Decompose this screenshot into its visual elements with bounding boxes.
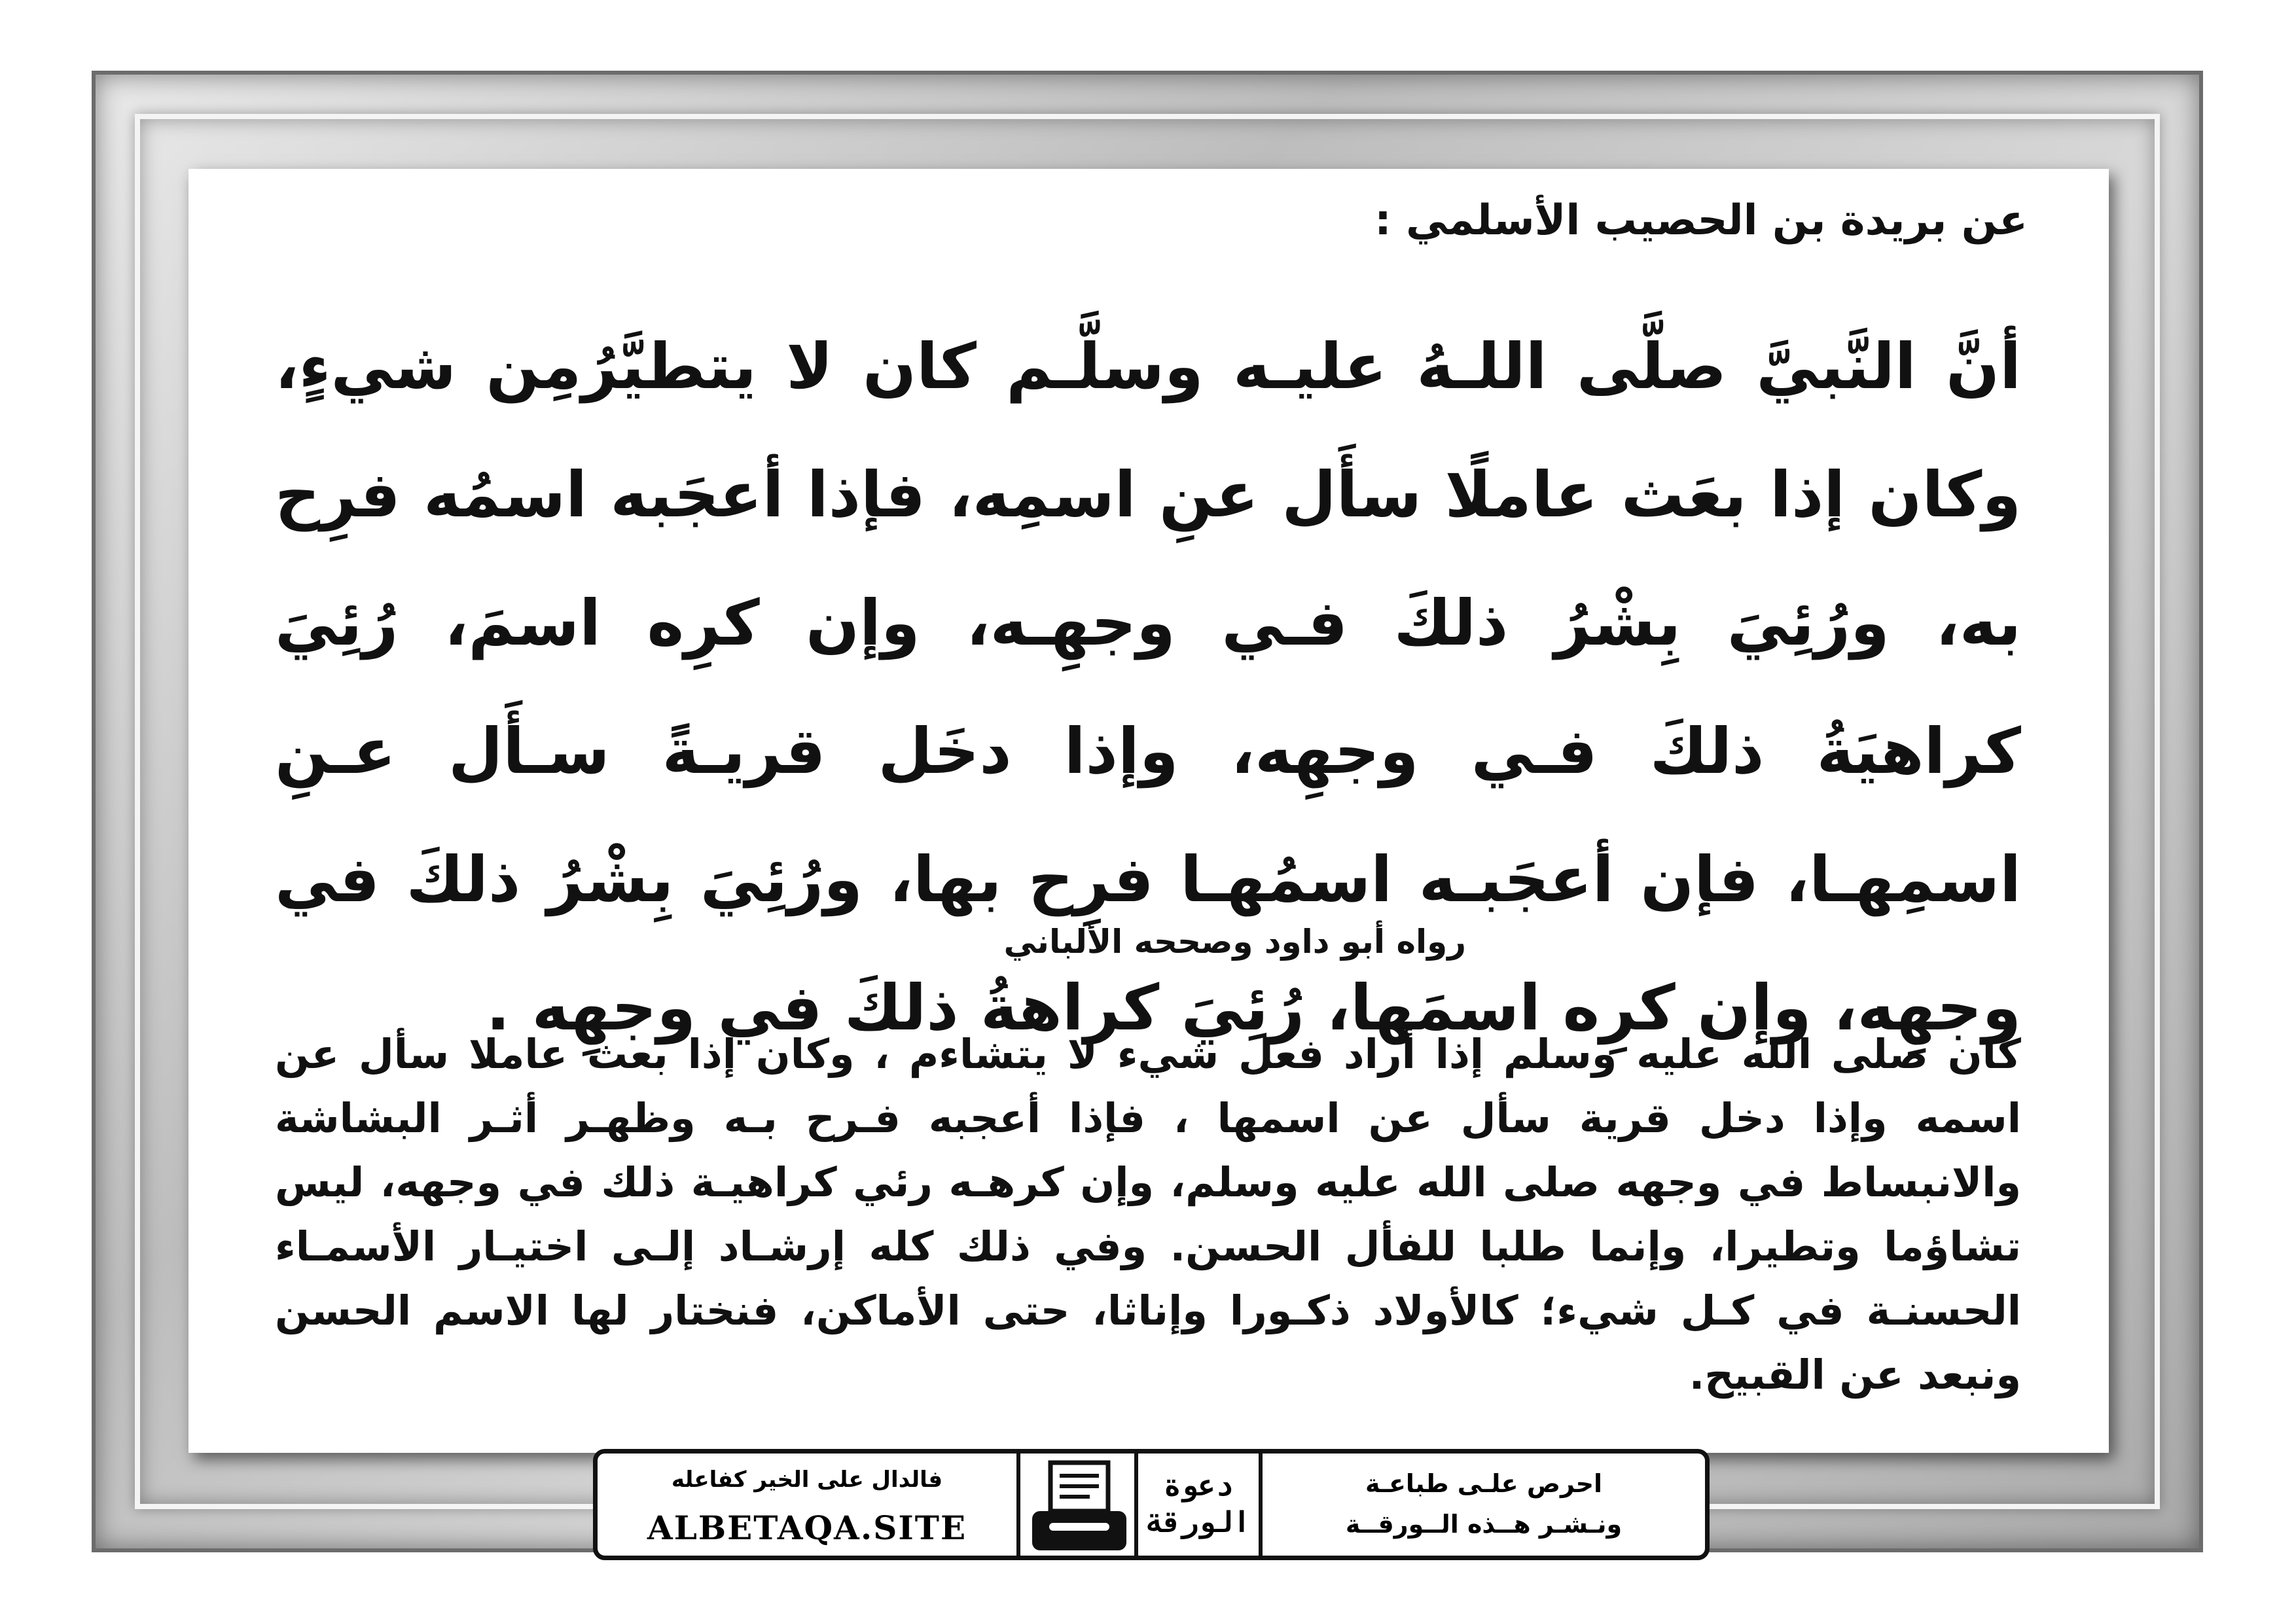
hadith-source: رواه أبو داود وصححه الألباني xyxy=(1003,923,1466,961)
hadith-text: أنَّ النَّبيَّ صلَّى اللـهُ عليـه وسلَّـم كان لا يتطيَّرُمِن شيءٍ، وكان إذا بعَث عاملًا سأَل عنِ اسمِه، فإذا أعجَبه اسمُه فرِح به، ورُئِيَ بِشْرُ ذلكَ فـي وجهِـه، وإن كرِه اسمَ، رُئِيَ كراهيَةُ ذلكَ فـي وجهِه، وإذا دخَل قريـةً سـأَل عـنِ اسمِهـا، فإن أعجَبـه اسمُهـا فرِح بها، ورُئِيَ بِشْرُ ذلكَ في وجهِه، وإن كرِه اسمَها، رُئِيَ كراهةُ ذلكَ في وجهِه . xyxy=(275,330,2021,1044)
printer-icon xyxy=(1024,1457,1134,1560)
commentary-text: كان صلى الله عليه وسلم إذا أراد فعل شيء لا يتشاءم ، وكان إذا بعث عاملا سأل عن اسمه وإذا دخل قرية سأل عن اسمها ، فإذا أعجبه فـرح بـه وظهـر أثـر البشاشة والانبساط في وجهه صلى الله عليه وسلم، وإن كرهـه رئي كراهيـة ذلك في وجهه، ليس تشاؤما وتطيرا، وإنما طلبا للفأل الحسن. وفي ذلك كله إرشـاد إلـى اختيـار الأسمـاء الحسنـة في كـل شيء؛ كالأولاد ذكـورا وإناثا، حتى الأماكن، فنختار لها الاسم الحسن ونبعد عن القبيح. xyxy=(275,1030,2021,1399)
footer-call-line1: احرص علـى طباعـة xyxy=(1365,1469,1603,1498)
footer-print-call-cell xyxy=(1259,1454,1705,1556)
footer-call-line2: ونـشـر هــذه الــورقــة xyxy=(1345,1510,1623,1539)
footer-site-url[interactable]: ALBETAQA.SITE xyxy=(647,1508,967,1547)
logo-wordmark: دعوة الورقة xyxy=(1146,1469,1251,1539)
footer-tagline: فالدال على الخير كفاعله xyxy=(671,1467,943,1493)
footer-banner xyxy=(593,1449,1710,1560)
footer-site-cell xyxy=(598,1454,1016,1556)
footer-logo-cell xyxy=(1134,1454,1259,1556)
footer-printer-cell xyxy=(1016,1454,1134,1556)
narrator-line: عن بريدة بن الحصيب الأسلمي : xyxy=(1374,196,2028,245)
